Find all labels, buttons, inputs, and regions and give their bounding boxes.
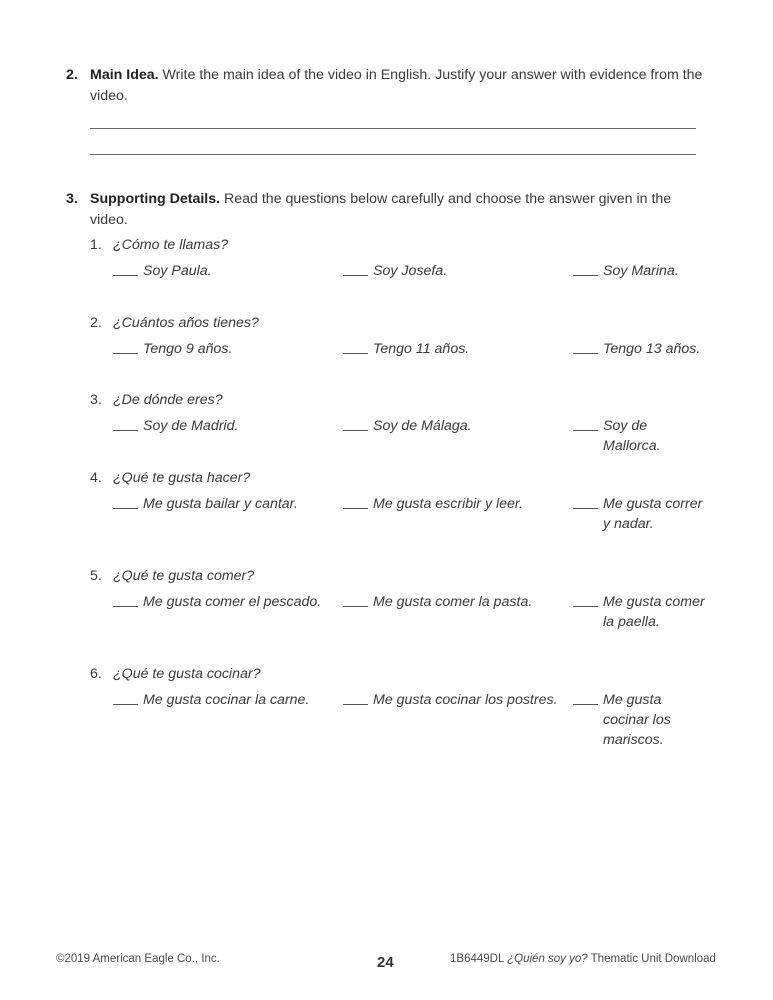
answer-blank[interactable] xyxy=(343,416,368,431)
unit-title: ¿Quién soy yo? xyxy=(507,953,588,965)
section-text: Read the questions below carefully and choose the answer given in the video. xyxy=(90,191,672,228)
answer-blank[interactable] xyxy=(343,592,368,607)
option-text: Soy Marina. xyxy=(603,263,679,279)
option-text: Me gusta comer la paella. xyxy=(603,594,705,630)
question-text: ¿Cuántos años tienes? xyxy=(113,315,259,331)
option-text: Me gusta comer el pescado. xyxy=(143,594,322,610)
answer-blank[interactable] xyxy=(343,494,368,509)
section-heading: Main Idea. xyxy=(90,67,159,83)
question-text: ¿Qué te gusta comer? xyxy=(113,568,255,584)
question-number: 6. xyxy=(90,666,102,682)
question-number: 1. xyxy=(90,237,102,253)
page-number: 24 xyxy=(377,954,394,971)
option-text: Me gusta escribir y leer. xyxy=(373,496,524,512)
option-text: Me gusta cocinar los mariscos. xyxy=(603,692,671,748)
option-text: Me gusta comer la pasta. xyxy=(373,594,533,610)
option-text: Tengo 11 años. xyxy=(373,341,470,357)
answer-blank[interactable] xyxy=(113,339,138,354)
answer-blank[interactable] xyxy=(573,494,598,509)
unit-suffix: Thematic Unit Download xyxy=(587,953,716,965)
question-text: ¿Qué te gusta hacer? xyxy=(113,470,251,486)
option-text: Me gusta cocinar la carne. xyxy=(143,692,310,708)
question-number: 5. xyxy=(90,568,102,584)
answer-blank[interactable] xyxy=(113,416,138,431)
answer-blank[interactable] xyxy=(113,592,138,607)
section-text: Write the main idea of the video in English. Justify your answer with evidence from the video. xyxy=(90,67,703,104)
question-text: ¿Cómo te llamas? xyxy=(113,237,229,253)
answer-blank[interactable] xyxy=(573,339,598,354)
answer-blank[interactable] xyxy=(343,339,368,354)
section-heading: Supporting Details. xyxy=(90,191,221,207)
answer-blank[interactable] xyxy=(573,416,598,431)
option-text: Me gusta bailar y cantar. xyxy=(143,496,298,512)
answer-blank[interactable] xyxy=(573,690,598,705)
option-text: Tengo 13 años. xyxy=(603,341,701,357)
option-text: Soy Josefa. xyxy=(373,263,448,279)
section-supporting-details xyxy=(66,189,706,231)
answer-writing-line[interactable] xyxy=(90,154,696,155)
answer-blank[interactable] xyxy=(343,261,368,276)
answer-blank[interactable] xyxy=(573,592,598,607)
footer-copyright: ©2019 American Eagle Co., Inc. xyxy=(56,953,220,965)
question-number: 3. xyxy=(90,392,102,408)
option-text: Me gusta cocinar los postres. xyxy=(373,692,558,708)
section-number: 2. xyxy=(66,67,78,83)
answer-blank[interactable] xyxy=(113,261,138,276)
answer-blank[interactable] xyxy=(343,690,368,705)
answer-writing-line[interactable] xyxy=(90,128,696,129)
answer-blank[interactable] xyxy=(113,690,138,705)
section-instructions xyxy=(90,65,706,107)
option-text: Me gusta correr y nadar. xyxy=(603,496,703,532)
question-text: ¿Qué te gusta cocinar? xyxy=(113,666,261,682)
option-text: Soy de Madrid. xyxy=(143,418,239,434)
section-number: 3. xyxy=(66,191,78,207)
option-text: Tengo 9 años. xyxy=(143,341,233,357)
answer-blank[interactable] xyxy=(113,494,138,509)
option-text: Soy Paula. xyxy=(143,263,212,279)
product-code: 1B6449DL xyxy=(450,953,508,965)
question-number: 2. xyxy=(90,315,102,331)
answer-blank[interactable] xyxy=(573,261,598,276)
option-text: Soy de Málaga. xyxy=(373,418,472,434)
section-instructions xyxy=(90,189,706,231)
option-text: Soy de Mallorca. xyxy=(603,418,661,454)
footer-product-info xyxy=(450,953,716,965)
question-text: ¿De dónde eres? xyxy=(113,392,223,408)
question-number: 4. xyxy=(90,470,102,486)
section-main-idea xyxy=(66,65,706,107)
